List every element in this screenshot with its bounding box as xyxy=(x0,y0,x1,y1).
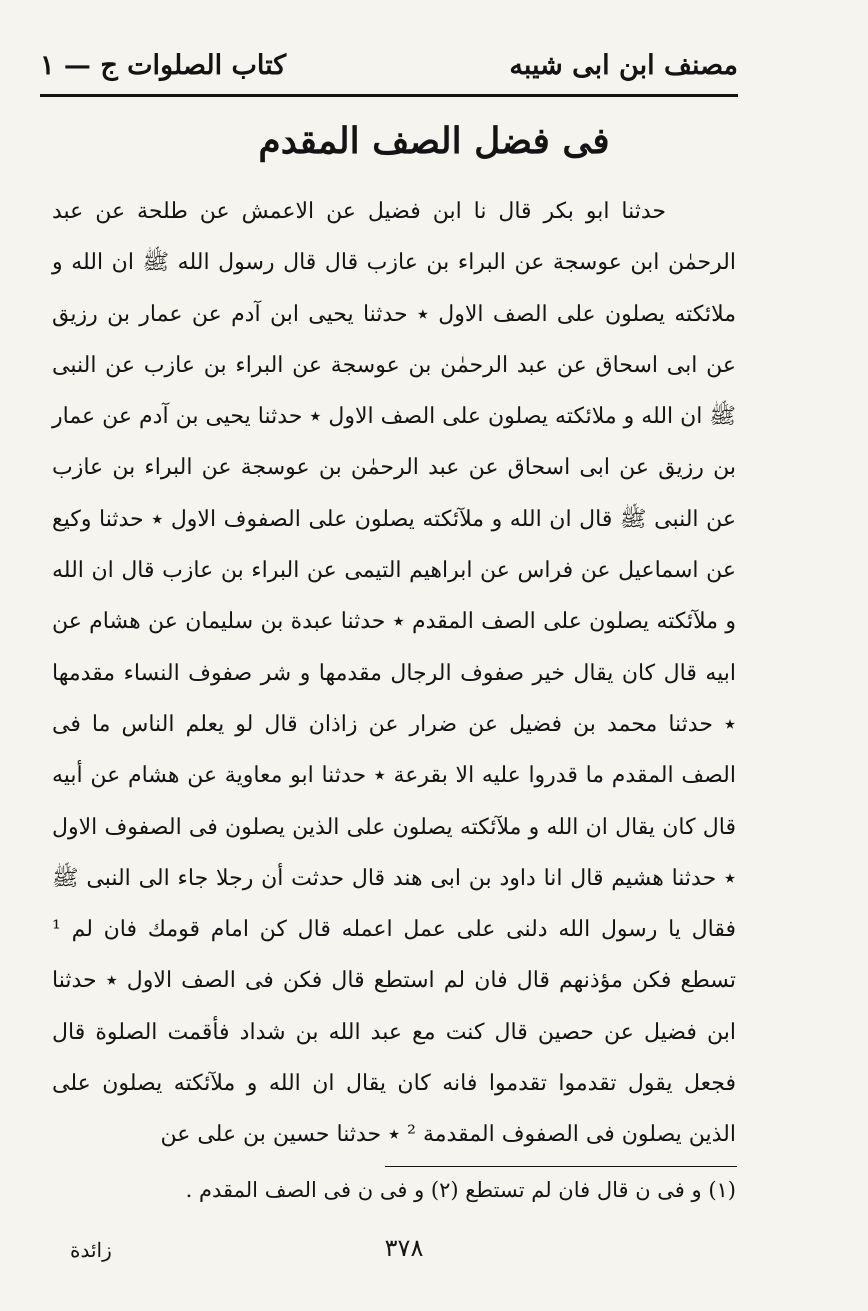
chapter-title: فى فضل الصف المقدم xyxy=(258,120,610,162)
header-rule xyxy=(40,94,738,97)
section-title: كتاب الصلوات ج — ١ xyxy=(40,49,287,81)
page-number: ٣٧٨ xyxy=(384,1234,424,1262)
body-paragraph: حدثنا ابو بكر قال نا ابن فضيل عن الاعمش عن طلحة عن عبد الرحمٰن ابن عوسجة عن البراء بن عازب قال قال رسول الله ﷺ ان الله و ملائكته يصلون على الصف الاول ٭ حدثنا يحيى ابن آدم عن عمار بن رزيق عن ابى اسحاق عن عبد الرحمٰن بن عوسجة عن البراء بن عازب عن النبى ﷺ ان الله و ملائكته يصلون على الصف الاول ٭ حدثنا يحيى بن آدم عن عمار بن رزيق عن ابى اسحاق عن عبد الرحمٰن بن عوسجة عن البراء بن عازب عن النبى ﷺ قال ان الله و ملآئكته يصلون على الصفوف الاول ٭ حدثنا وكيع عن اسماعيل عن فراس عن ابراهيم التيمى عن البراء بن عازب قال ان الله و ملآئكته يصلون على الصف المقدم ٭ حدثنا عبدة بن سليمان عن هشام عن ابيه قال كان يقال خير صفوف الرجال مقدمها و شر صفوف النساء مقدمها ٭ حدثنا محمد بن فضيل عن ضرار عن زاذان قال لو يعلم الناس ما فى الصف المقدم ما قدروا عليه الا بقرعة ٭ حدثنا ابو معاوية عن هشام عن أبيه قال كان يقال ان الله و ملآئكته يصلون على الذين يصلون فى الصفوف الاول ٭ حدثنا هشيم قال انا داود بن ابى هند قال حدثت أن رجلا جاء الى النبى ﷺ فقال يا رسول الله دلنى على عمل اعمله قال كن امام قومك فان لم ¹ تسطع فكن مؤذنهم قال فان لم استطع قال فكن فى الصف الاول ٭ حدثنا ابن فضيل عن حصين قال كنت مع عبد الله بن شداد فأقمت الصلوة قال فجعل يقول تقدموا تقدموا فانه كان يقال ان الله و ملآئكته يصلون على الذين يصلون فى الصفوف المقدمة ² ٭ حدثنا حسين بن على عن xyxy=(52,199,736,1148)
footnote-rule xyxy=(385,1166,737,1167)
book-title: مصنف ابن ابى شيبه xyxy=(509,49,738,81)
page-footer xyxy=(70,1234,738,1274)
footer-note: زائدة xyxy=(70,1238,112,1262)
footnote: (١) و فى ن قال فان لم تستطع (٢) و فى ن فى الصف المقدم . xyxy=(185,1178,736,1202)
running-header xyxy=(40,40,738,90)
body-text-block xyxy=(52,186,736,1161)
